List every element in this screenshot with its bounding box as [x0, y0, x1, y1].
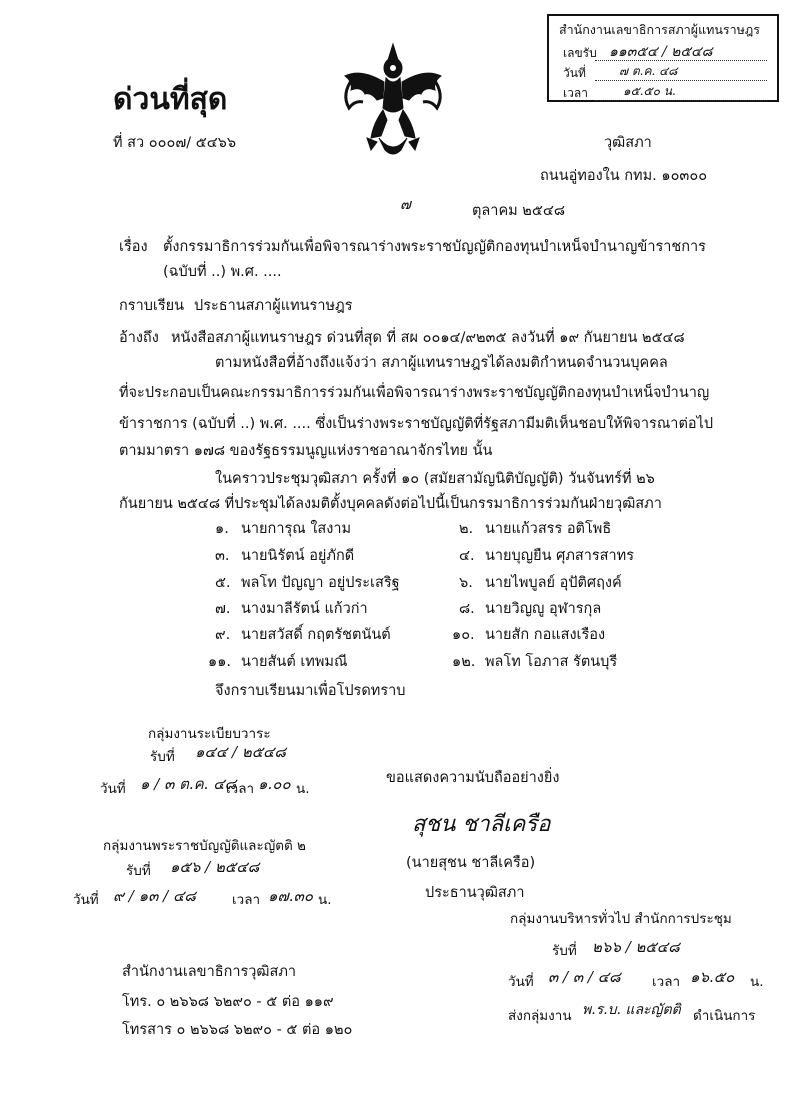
member-item: ๑๒. พลโท โอภาส รัตนบุรี — [452, 654, 618, 670]
member-item: ๑. นายการุณ ใสงาม — [215, 521, 352, 537]
to-value: ประธานสภาผู้แทนราษฎร — [194, 298, 353, 314]
subject-label: เรื่อง — [119, 239, 148, 255]
reference-value: หนังสือสภาผู้แทนราษฎร ด่วนที่สุด ที่ สผ ๐๐๑๔/๙๒๓๕ ลงวันที่ ๑๙ กันยายน ๒๕๔๘ — [171, 330, 685, 346]
closing-text: จึงกราบเรียนมาเพื่อโปรดทราบ — [215, 683, 406, 699]
date-day: ๗ — [400, 197, 411, 213]
legal-stamp-no-label: รับที่ — [126, 863, 151, 879]
admin-stamp-time-label: เวลา — [652, 974, 681, 990]
legal-stamp-date-value: ๙ / ๑๓ / ๔๘ — [113, 887, 196, 905]
received-stamp-time-value: ๑๕.๕๐ น. — [623, 84, 676, 98]
received-stamp-no-value: ๑๑๓๕๔ / ๒๕๔๘ — [609, 44, 713, 60]
admin-stamp-time-unit: น. — [750, 974, 764, 990]
footer-phone: โทร. ๐ ๒๖๖๘ ๖๒๙๐ - ๕ ต่อ ๑๑๙ — [122, 994, 334, 1010]
date-month-year: ตุลาคม ๒๕๔๘ — [472, 203, 566, 219]
signatory-name: (นายสุชน ชาลีเครือ) — [406, 855, 536, 871]
received-stamp-date-value: ๗ ต.ค. ๔๘ — [619, 64, 678, 78]
body-para1-line3: ข้าราชการ (ฉบับที่ ..) พ.ศ. .... ซึ่งเป็นร่างพระราชบัญญัติที่รัฐสภามีมติเห็นชอบให้พิจารณาต่อไป — [119, 416, 714, 432]
registry-stamp-time-value: ๑.๐๐ — [258, 775, 291, 793]
member-item: ๘. นายวิญญู อุฬารกุล — [459, 601, 602, 617]
admin-stamp-time-value: ๑๖.๕๐ — [690, 968, 735, 986]
registry-stamp-date-label: วันที่ — [100, 781, 126, 797]
legal-stamp-title: กลุ่มงานพระราชบัญญัติและญัตติ ๒ — [103, 838, 306, 854]
member-item: ๕. พลโท ปัญญา อยู่ประเสริฐ — [215, 575, 400, 591]
subject-line-1: ตั้งกรรมาธิการร่วมกันเพื่อพิจารณาร่างพระราชบัญญัติกองทุนบำเหน็จบำนาญข้าราชการ — [163, 239, 706, 255]
urgency-heading: ด่วนที่สุด — [113, 82, 228, 117]
received-stamp-no-label: เลขรับ — [563, 46, 597, 60]
admin-stamp-assign-value: พ.ร.บ. และญัตติ — [582, 1002, 681, 1018]
received-stamp-time-label: เวลา — [563, 86, 588, 100]
received-stamp-office: สำนักงานเลขาธิการสภาผู้แทนราษฎร — [559, 22, 760, 37]
member-item: ๙. นายสวัสดิ์ กฤตรัชตนันต์ — [215, 627, 391, 643]
admin-stamp-date-label: วันที่ — [508, 974, 534, 990]
received-stamp — [547, 14, 779, 102]
body-para1-line2: ที่จะประกอบเป็นคณะกรรมาธิการร่วมกันเพื่อพิจารณาร่างพระราชบัญญัติกองทุนบำเหน็จบำนาญ — [119, 385, 710, 401]
sender-address: ถนนอู่ทองใน กทม. ๑๐๓๐๐ — [540, 168, 708, 184]
registry-stamp-time-unit: น. — [296, 781, 310, 797]
received-stamp-date-label: วันที่ — [563, 66, 586, 80]
handwritten-signature: สุชน ชาลีเครือ — [412, 812, 551, 837]
member-item: ๔. นายบุญยืน ศุภสารสาทร — [459, 548, 635, 564]
registry-stamp-no-label: รับที่ — [150, 749, 175, 765]
registry-stamp-date-value: ๑ / ๓ ต.ค. ๔๘ — [140, 775, 237, 793]
body-para1-line1: ตามหนังสือที่อ้างถึงแจ้งว่า สภาผู้แทนราษฎรได้ลงมติกำหนดจำนวนบุคคล — [215, 355, 668, 371]
to-label: กราบเรียน — [119, 298, 185, 314]
reference-number: ที่ สว ๐๐๐๗/ ๕๔๖๖ — [113, 135, 237, 151]
member-item: ๖. นายไพบูลย์ อุปัติศฤงค์ — [459, 575, 622, 591]
admin-stamp-action-label: ดำเนินการ — [693, 1008, 756, 1024]
member-item: ๑๐. นายสัก กอแสงเรือง — [452, 627, 606, 643]
body-para2-line1: ในคราวประชุมวุฒิสภา ครั้งที่ ๑๐ (สมัยสามัญนิติบัญญัติ) วันจันทร์ที่ ๒๖ — [215, 471, 655, 487]
member-item: ๓. นายนิรัตน์ อยู่ภักดี — [215, 548, 355, 564]
member-item: ๑๑. นายสันต์ เทพมณี — [208, 654, 348, 670]
admin-stamp-title: กลุ่มงานบริหารทั่วไป สำนักการประชุม — [510, 911, 732, 927]
admin-stamp-no-value: ๒๖๖ / ๒๕๔๘ — [592, 938, 680, 956]
sender-name: วุฒิสภา — [604, 135, 652, 151]
legal-stamp-time-value: ๑๗.๓๐ — [268, 887, 313, 905]
registry-stamp-time-label: เวลา — [226, 781, 255, 797]
signatory-position: ประธานวุฒิสภา — [425, 885, 525, 901]
reference-label: อ้างถึง — [119, 330, 159, 346]
body-para1-line4: ตามมาตรา ๑๗๘ ของรัฐธรรมนูญแห่งราชอาณาจักรไทย นั้น — [119, 443, 493, 459]
member-item: ๒. นายแก้วสรร อติโพธิ — [459, 521, 612, 537]
regards-text: ขอแสดงความนับถืออย่างยิ่ง — [386, 770, 560, 786]
admin-stamp-assign-label: ส่งกลุ่มงาน — [508, 1008, 572, 1024]
legal-stamp-time-unit: น. — [318, 892, 332, 908]
registry-stamp-title: กลุ่มงานระเบียบวาระ — [148, 726, 271, 742]
member-item: ๗. นางมาลีรัตน์ แก้วก่า — [215, 601, 368, 617]
body-para2-line2: กันยายน ๒๕๔๘ ที่ประชุมได้ลงมติตั้งบุคคลดังต่อไปนี้เป็นกรรมาธิการร่วมกันฝ่ายวุฒิสภา — [119, 496, 662, 512]
legal-stamp-no-value: ๑๕๖ / ๒๕๔๘ — [170, 858, 260, 876]
legal-stamp-date-label: วันที่ — [73, 892, 99, 908]
footer-fax: โทรสาร ๐ ๒๖๖๘ ๖๒๙๐ - ๕ ต่อ ๑๒๐ — [122, 1022, 353, 1038]
footer-office: สำนักงานเลขาธิการวุฒิสภา — [122, 964, 297, 980]
admin-stamp-date-value: ๓ / ๓ / ๔๘ — [548, 968, 621, 986]
legal-stamp-time-label: เวลา — [232, 892, 261, 908]
admin-stamp-no-label: รับที่ — [552, 943, 577, 959]
subject-line-2: (ฉบับที่ ..) พ.ศ. .... — [163, 264, 282, 280]
garuda-emblem-icon — [331, 38, 455, 162]
registry-stamp-no-value: ๑๔๔ / ๒๕๔๘ — [195, 743, 286, 761]
